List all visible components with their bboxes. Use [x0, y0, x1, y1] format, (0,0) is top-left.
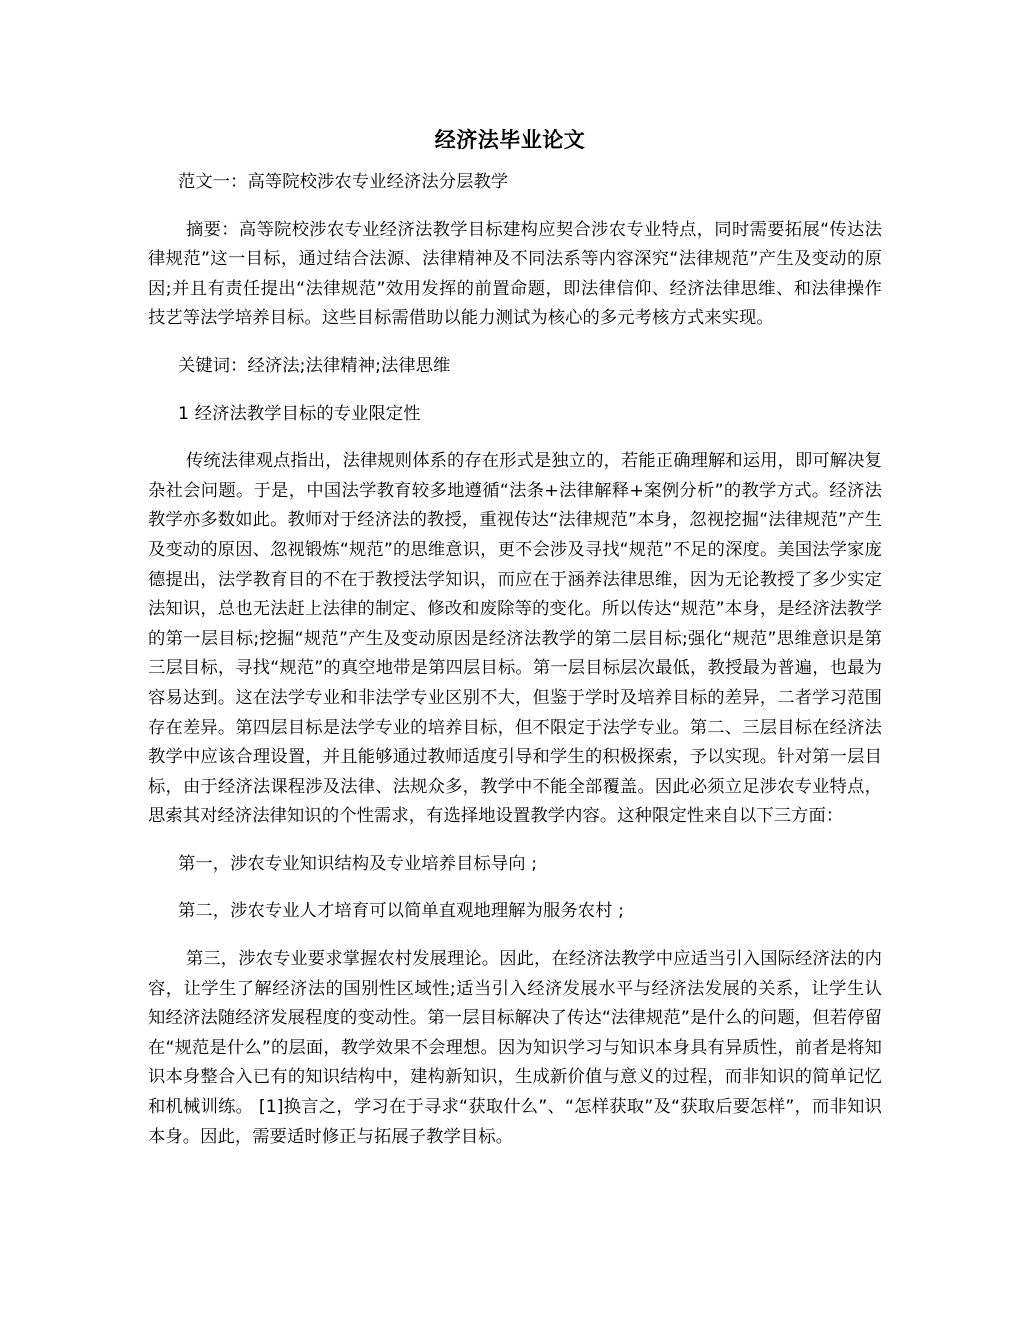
page-title: 经济法毕业论文	[434, 127, 586, 153]
list-item-point-3: 第三，涉农专业要求掌握农村发展理论。因此，在经济法教学中应适当引入国际经济法的内容，让学生了解经济法的国别性区域性;适当引入经济发展水平与经济法发展的关系，让学生认知经济法随经济发展程度的变动性。第一层目标解决了传达“法律规范”是什么的问题，但若停留在“规范是什么”的层面，教学效果不会理想。因为知识学习与知识本身具有异质性，前者是将知识本身整合入已有的知识结构中，建构新知识，生成新价值与意义的过程，而非知识的简单记忆和机械训练。 [1]换言之，学习在于寻求“获取什么”、“怎样获取”及“获取后要怎样”，而非知识本身。因此，需要适时修正与拓展子教学目标。	[148, 949, 882, 1147]
body-paragraph-1: 传统法律观点指出，法律规则体系的存在形式是独立的，若能正确理解和运用，即可解决复杂社会问题。于是，中国法学教育较多地遵循“法条+法律解释+案例分析”的教学方式。经济法教学亦多数如此。教师对于经济法的教授，重视传达“法律规范”本身，忽视挖掘“法律规范”产生及变动的原因、忽视锻炼“规范”的思维意识，更不会涉及寻找“规范”不足的深度。美国法学家庞德提出，法学教育目的不在于教授法学知识，而应在于涵养法律思维，因为无论教授了多少实定法知识，总也无法赶上法律的制定、修改和废除等的变化。所以传达“规范”本身，是经济法教学的第一层目标;挖掘“规范”产生及变动原因是经济法教学的第二层目标;强化“规范”思维意识是第三层目标，寻找“规范”的真空地带是第四层目标。第一层目标层次最低，教授最为普遍，也最为容易达到。这在法学专业和非法学专业区别不大，但鉴于学时及培养目标的差异，二者学习范围存在差异。第四层目标是法学专业的培养目标，但不限定于法学专业。第二、三层目标在经济法教学中应该合理设置，并且能够通过教师适度引导和学生的积极探索，予以实现。针对第一层目标，由于经济法课程涉及法律、法规众多，教学中不能全部覆盖。因此必须立足涉农专业特点，思索其对经济法律知识的个性需求，有选择地设置教学内容。这种限定性来自以下三方面：	[148, 451, 882, 827]
sample-essay-label: 范文一：高等院校涉农专业经济法分层教学	[178, 172, 509, 192]
list-item-point-2: 第二，涉农专业人才培育可以简单直观地理解为服务农村 ;	[178, 901, 625, 922]
list-item-point-1: 第一，涉农专业知识结构及专业培养目标导向 ;	[178, 853, 538, 874]
abstract-paragraph: 摘要：高等院校涉农专业经济法教学目标建构应契合涉农专业特点，同时需要拓展“传达法律规范”这一目标，通过结合法源、法律精神及不同法系等内容深究“法律规范”产生及变动的原因;并且有责任提出“法律规范”效用发挥的前置命题，即法律信仰、经济法律思维、和法律操作技艺等法学培养目标。这些目标需借助以能力测试为核心的多元考核方式来实现。	[148, 219, 882, 329]
section-heading-1: 1 经济法教学目标的专业限定性	[178, 403, 421, 424]
keywords-line: 关键词：经济法;法律精神;法律思维	[178, 355, 451, 376]
document-body	[148, 168, 882, 1152]
